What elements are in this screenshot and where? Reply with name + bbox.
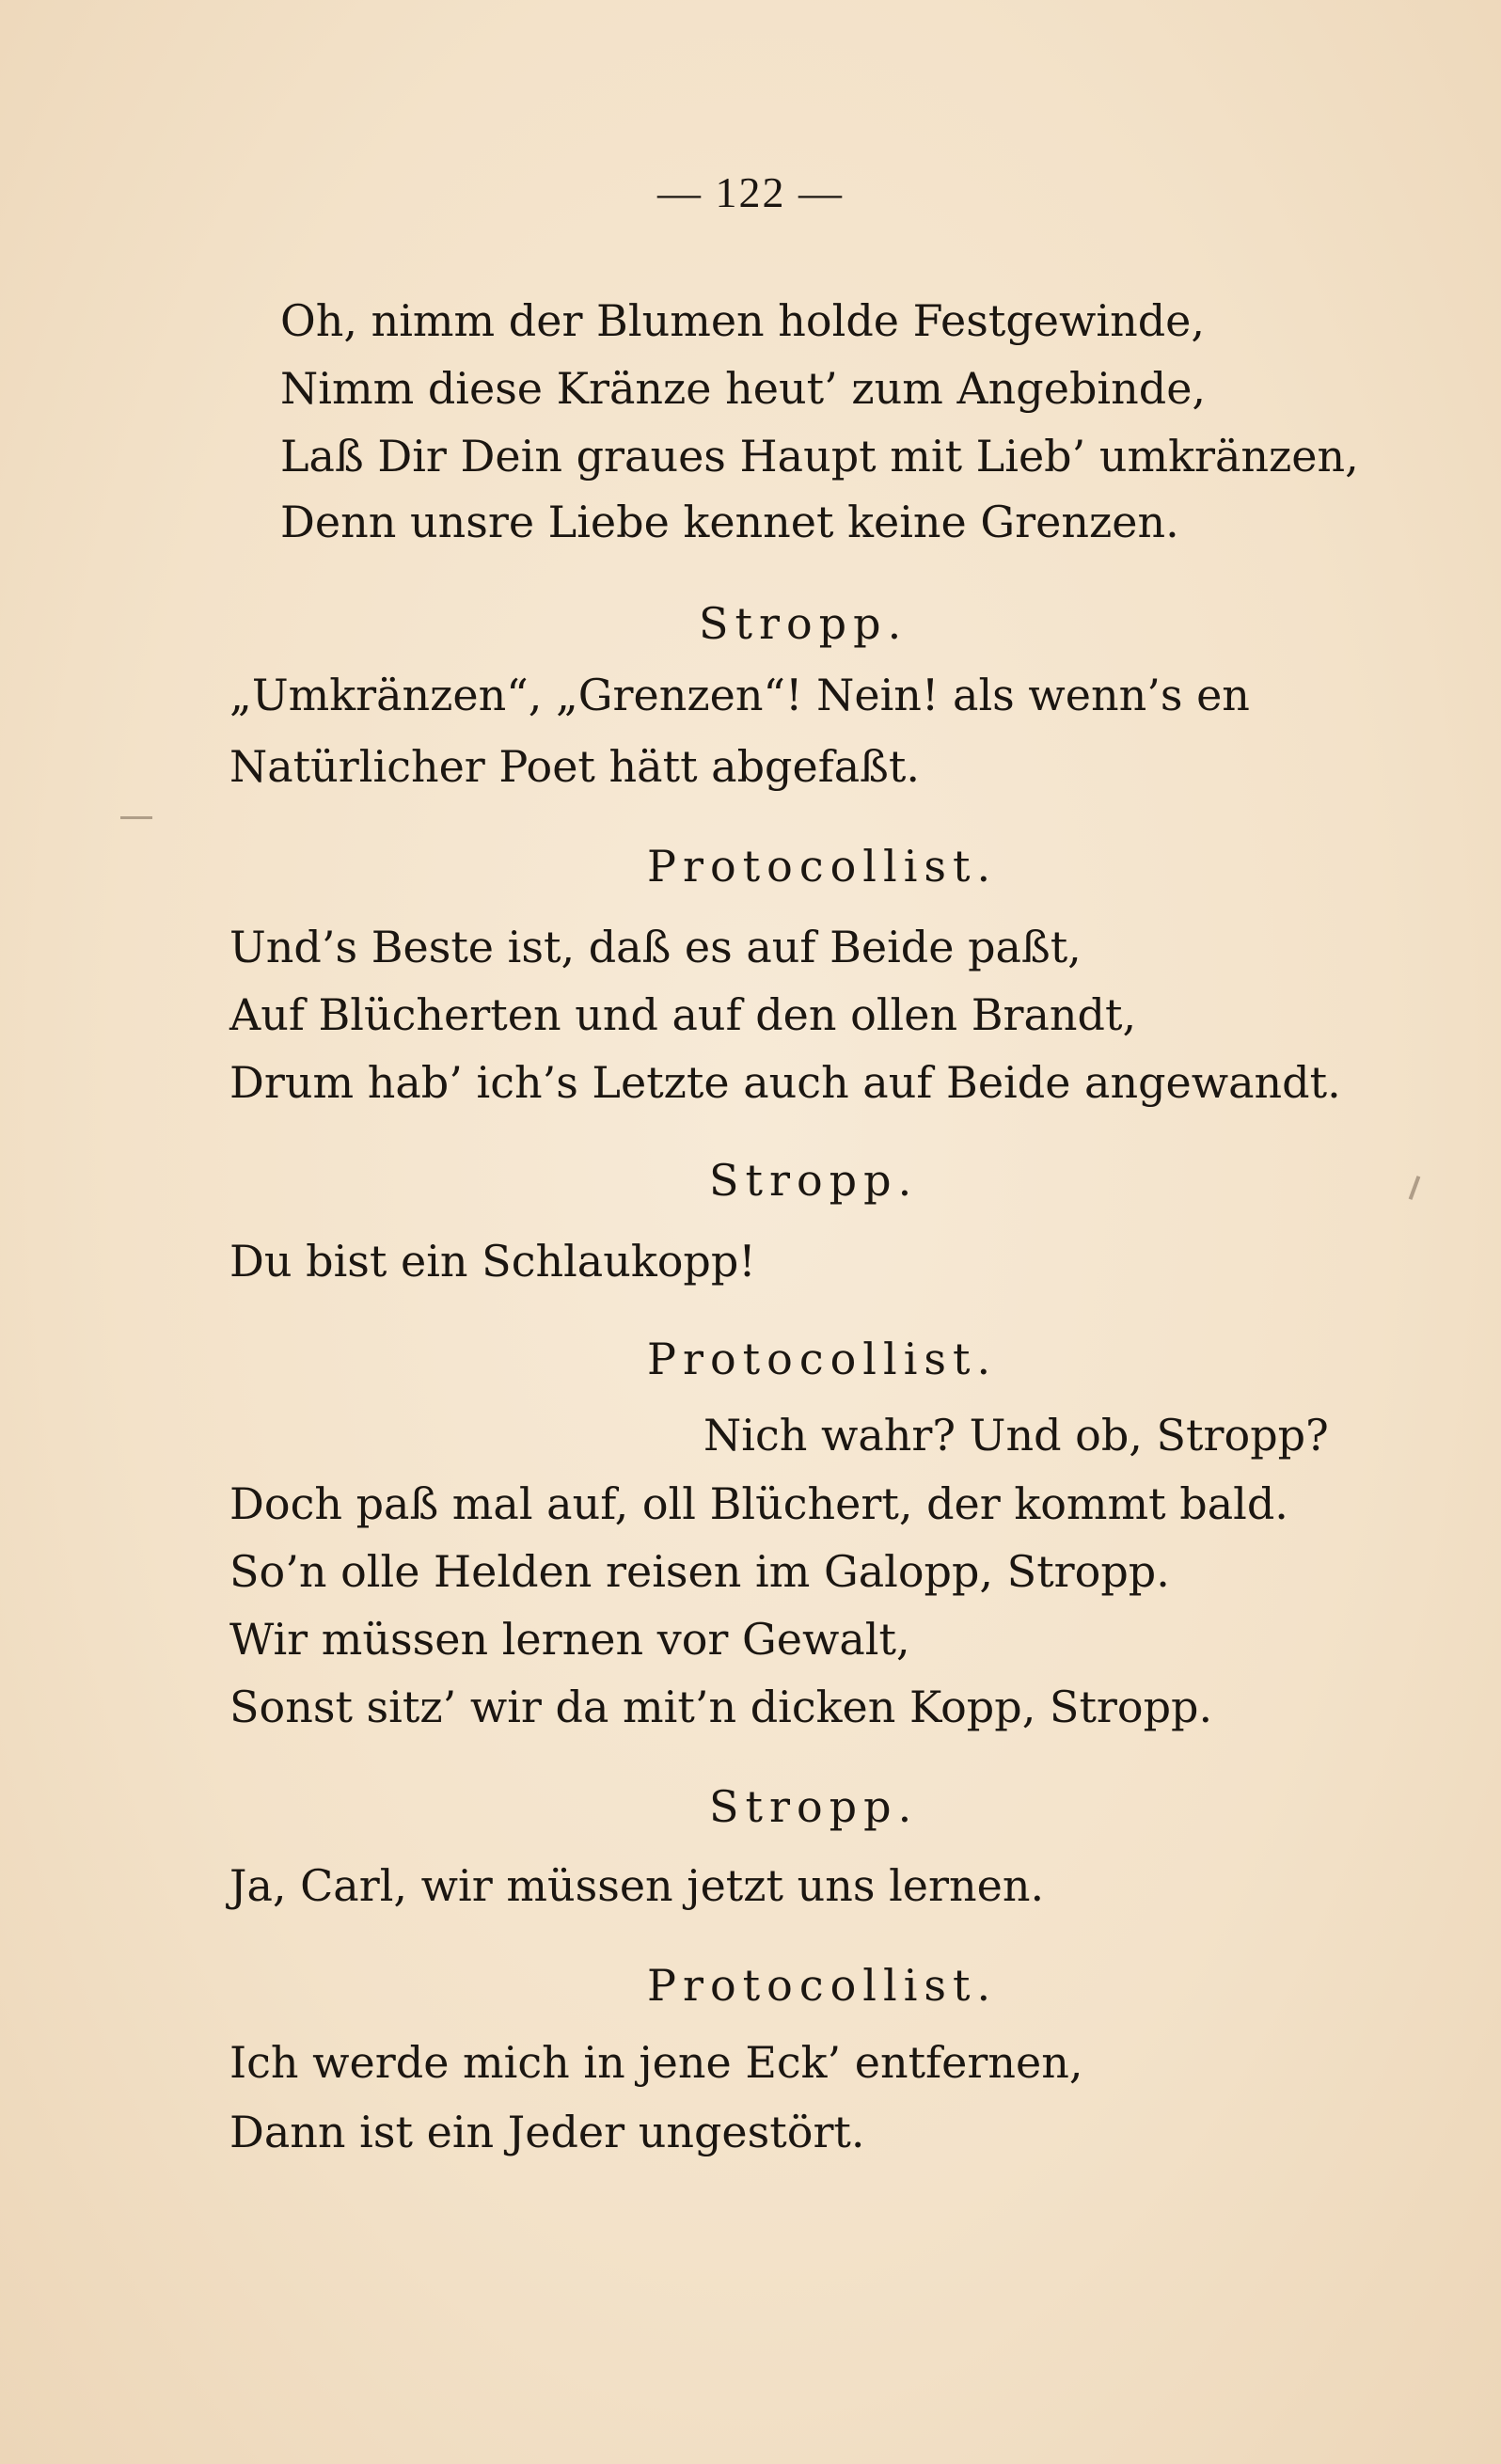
verse-line-14: Wir müssen lernen vor Gewalt, bbox=[229, 1614, 910, 1665]
verse-line-13: So’n olle Helden reisen im Galopp, Stropp. bbox=[229, 1546, 1170, 1597]
verse-line-1: Oh, nimm der Blumen holde Festgewinde, bbox=[280, 295, 1206, 346]
speaker-stropp-1: Stropp. bbox=[699, 598, 908, 649]
verse-line-12: Doch paß mal auf, oll Blüchert, der kommt bald. bbox=[229, 1478, 1288, 1529]
verse-line-16: Ja, Carl, wir müssen jetzt uns lernen. bbox=[229, 1860, 1045, 1911]
paper-mark bbox=[1409, 1176, 1421, 1200]
speaker-protocollist-3: Protocollist. bbox=[647, 1960, 998, 2011]
speaker-protocollist-1: Protocollist. bbox=[647, 841, 998, 892]
verse-line-18: Dann ist ein Jeder ungestört. bbox=[229, 2107, 865, 2157]
verse-line-7: Und’s Beste ist, daß es auf Beide paßt, bbox=[229, 922, 1082, 972]
page-number: — 122 — bbox=[657, 168, 844, 216]
paper-mark bbox=[120, 816, 152, 819]
speaker-protocollist-2: Protocollist. bbox=[647, 1334, 998, 1384]
verse-line-10: Du bist ein Schlaukopp! bbox=[229, 1236, 756, 1287]
verse-line-5: „Umkränzen“, „Grenzen“! Nein! als wenn’s en bbox=[229, 670, 1250, 720]
speaker-stropp-3: Stropp. bbox=[709, 1781, 919, 1832]
verse-line-3: Laß Dir Dein graues Haupt mit Lieb’ umkränzen, bbox=[280, 431, 1359, 482]
verse-line-11: Nich wahr? Und ob, Stropp? bbox=[703, 1410, 1329, 1461]
verse-line-17: Ich werde mich in jene Eck’ entfernen, bbox=[229, 2037, 1083, 2088]
verse-line-15: Sonst sitz’ wir da mit’n dicken Kopp, Stropp. bbox=[229, 1682, 1213, 1732]
verse-line-9: Drum hab’ ich’s Letzte auch auf Beide angewandt. bbox=[229, 1057, 1341, 1108]
verse-line-6: Natürlicher Poet hätt abgefaßt. bbox=[229, 741, 921, 792]
verse-line-8: Auf Blücherten und auf den ollen Brandt, bbox=[229, 989, 1137, 1040]
verse-line-4: Denn unsre Liebe kennet keine Grenzen. bbox=[280, 497, 1179, 547]
speaker-stropp-2: Stropp. bbox=[709, 1155, 919, 1206]
verse-line-2: Nimm diese Kränze heut’ zum Angebinde, bbox=[280, 363, 1207, 414]
